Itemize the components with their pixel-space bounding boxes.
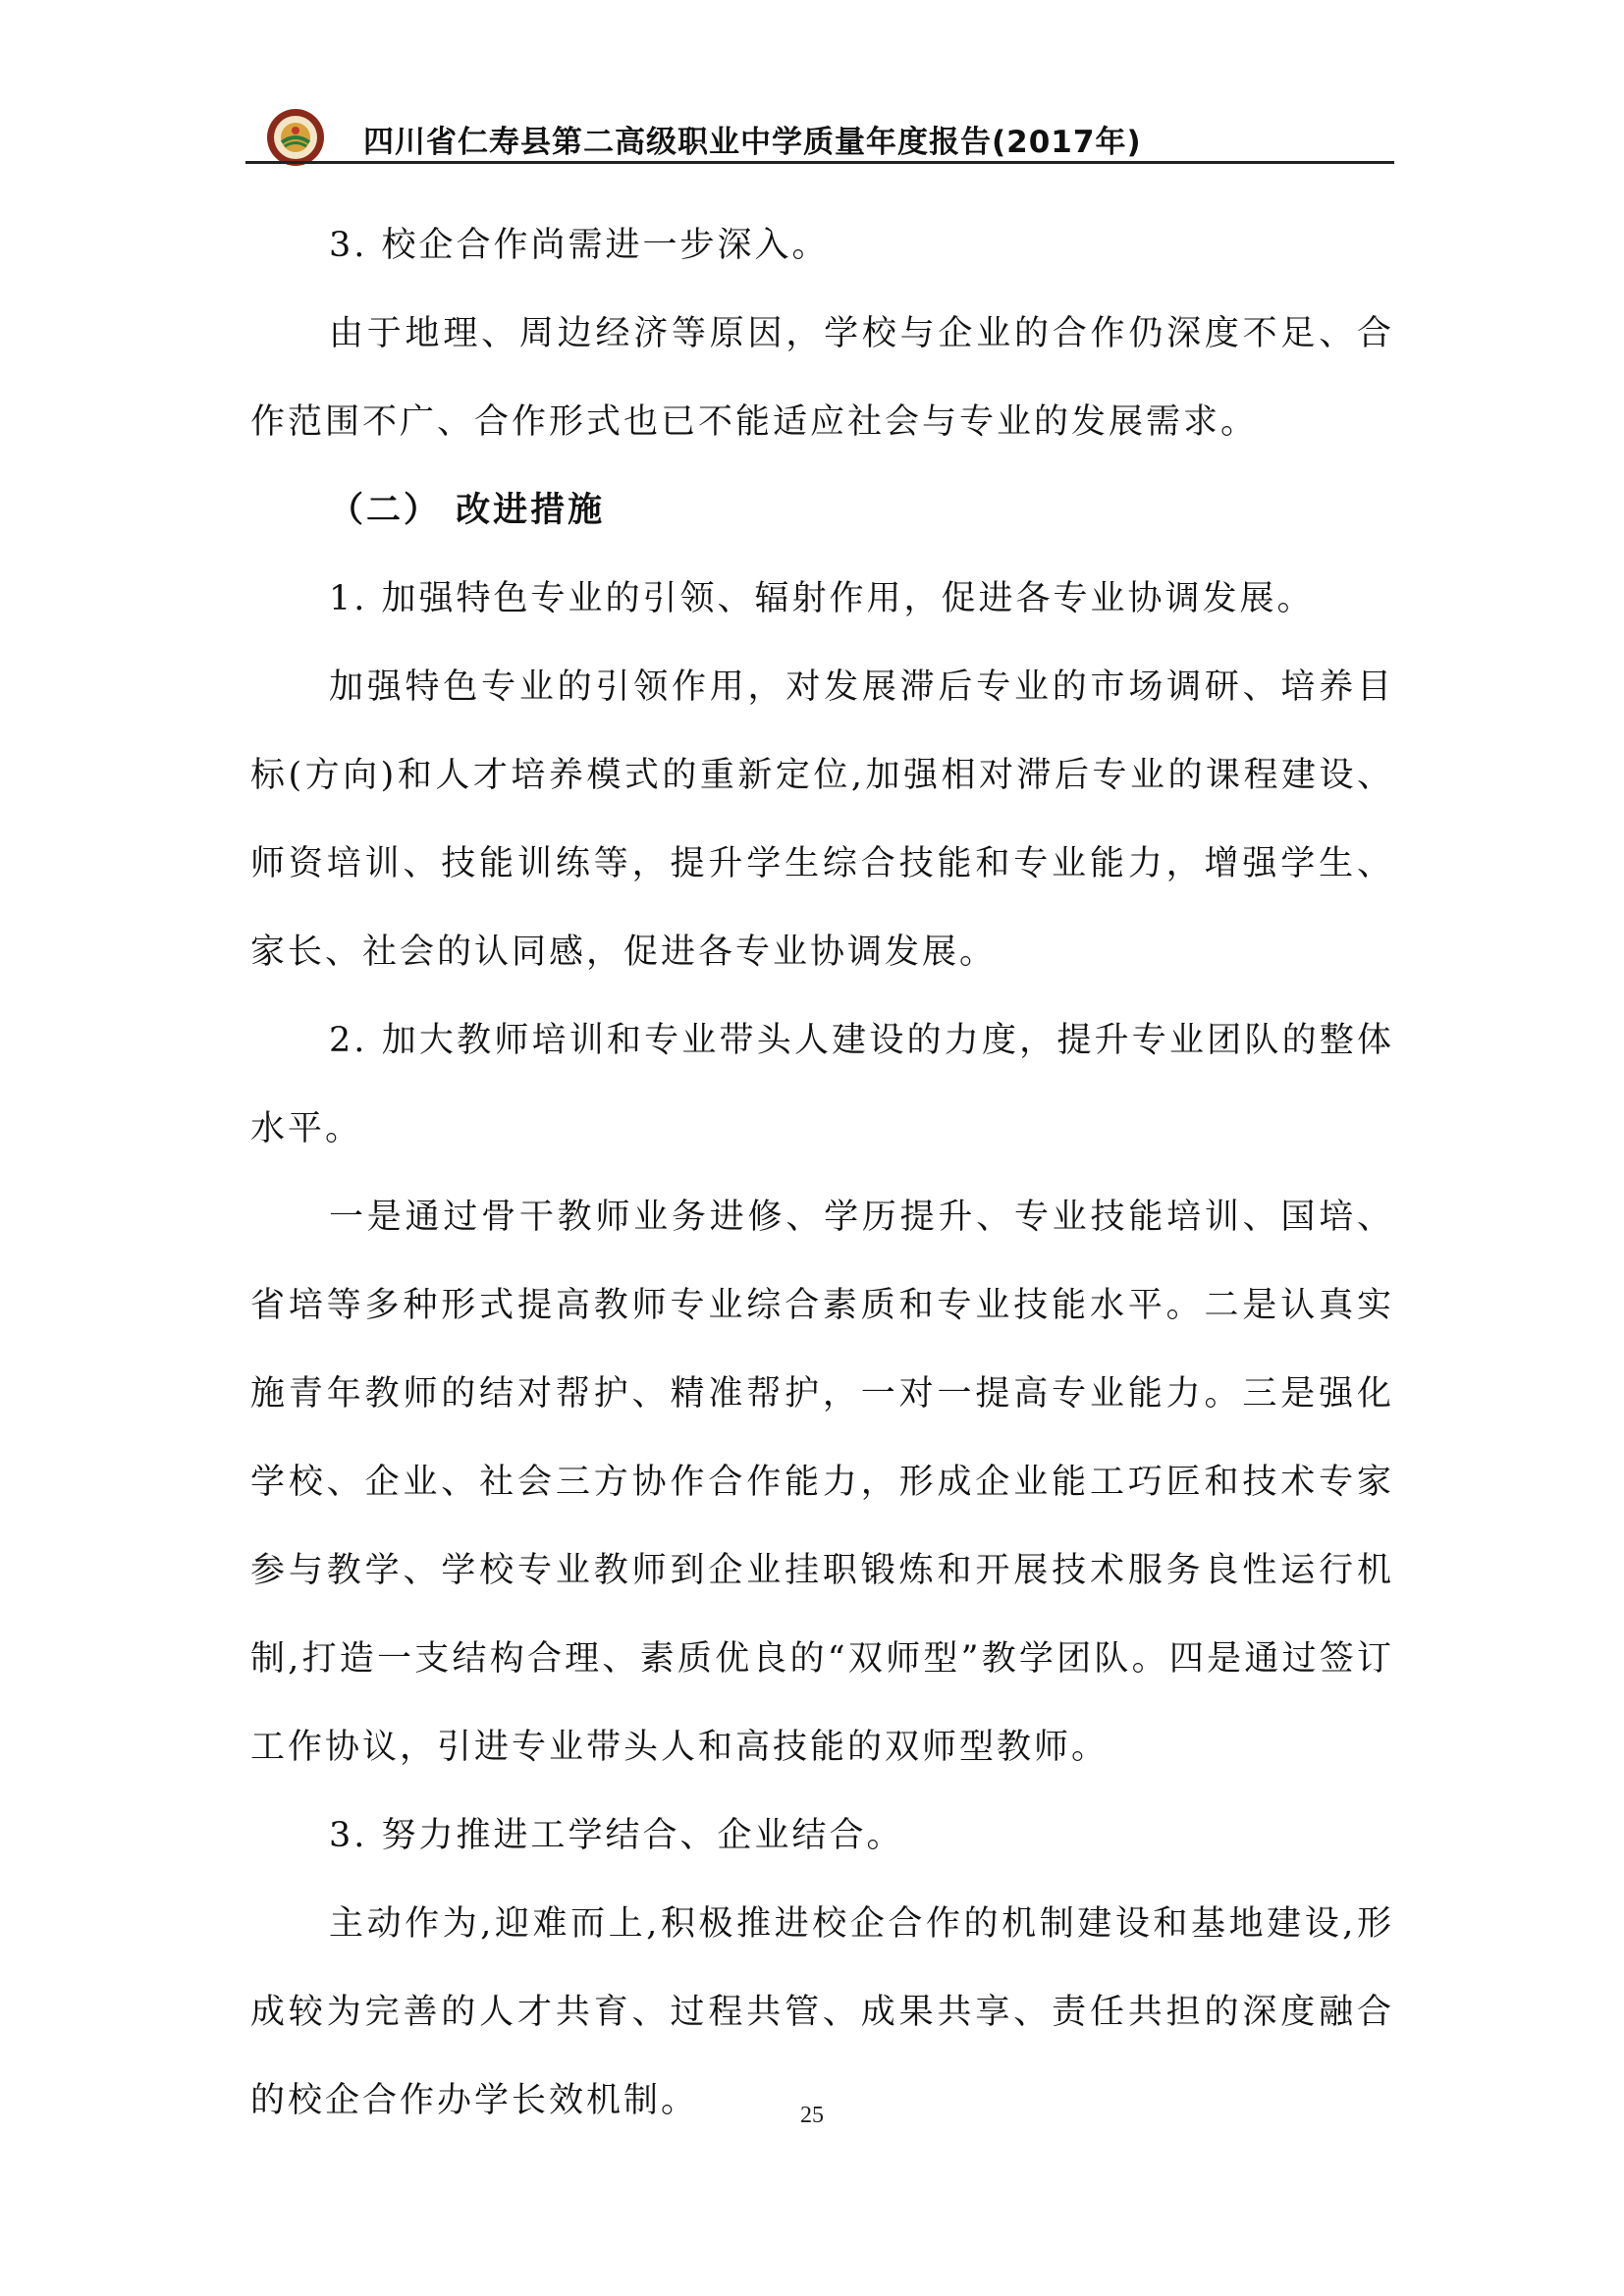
body-paragraph: 一是通过骨干教师业务进修、学历提升、专业技能培训、国培、省培等多种形式提高教师专业综合素质和专业技能水平。二是认真实施青年教师的结对帮护、精准帮护，一对一提高专业能力。三是强化学校、企业、社会三方协作合作能力，形成企业能工巧匠和技术专家参与教学、学校专业教师到企业挂职锻炼和开展技术服务良性运行机制,打造一支结构合理、素质优良的“双师型”教学团队。四是通过签订工作协议，引进专业带头人和高技能的双师型教师。 (250, 1198, 1394, 1767)
subsection-title: 3. 努力推进工学结合、企业结合。 (329, 1816, 904, 1855)
subsection-title: 3. 校企合作尚需进一步深入。 (329, 226, 830, 265)
subsection-title: 2. 加大教师培训和专业带头人建设的力度，提升专业团队的整体水平。 (250, 1021, 1394, 1148)
header-title: 四川省仁寿县第二高级职业中学质量年度报告(2017年) (363, 125, 1142, 160)
section-heading: （二） 改进措施 (329, 491, 606, 530)
header-divider (245, 161, 1394, 164)
body-paragraph: 主动作为,迎难而上,积极推进校企合作的机制建设和基地建设,形成较为完善的人才共育、过程共管、成果共享、责任共担的深度融合的校企合作办学长效机制。 (250, 1904, 1394, 2120)
page-number: 25 (800, 2103, 824, 2128)
subsection-title: 1. 加强特色专业的引领、辐射作用，促进各专业协调发展。 (329, 579, 1315, 618)
page-header (245, 103, 1394, 164)
school-logo-icon (265, 107, 326, 168)
document-body (250, 201, 1394, 2145)
body-paragraph: 加强特色专业的引领作用，对发展滞后专业的市场调研、培养目标(方向)和人才培养模式的重新定位,加强相对滞后专业的课程建设、师资培训、技能训练等，提升学生综合技能和专业能力，增强学生、家长、社会的认同感，促进各专业协调发展。 (250, 667, 1394, 972)
body-paragraph: 由于地理、周边经济等原因，学校与企业的合作仍深度不足、合作范围不广、合作形式也已不能适应社会与专业的发展需求。 (250, 314, 1394, 442)
